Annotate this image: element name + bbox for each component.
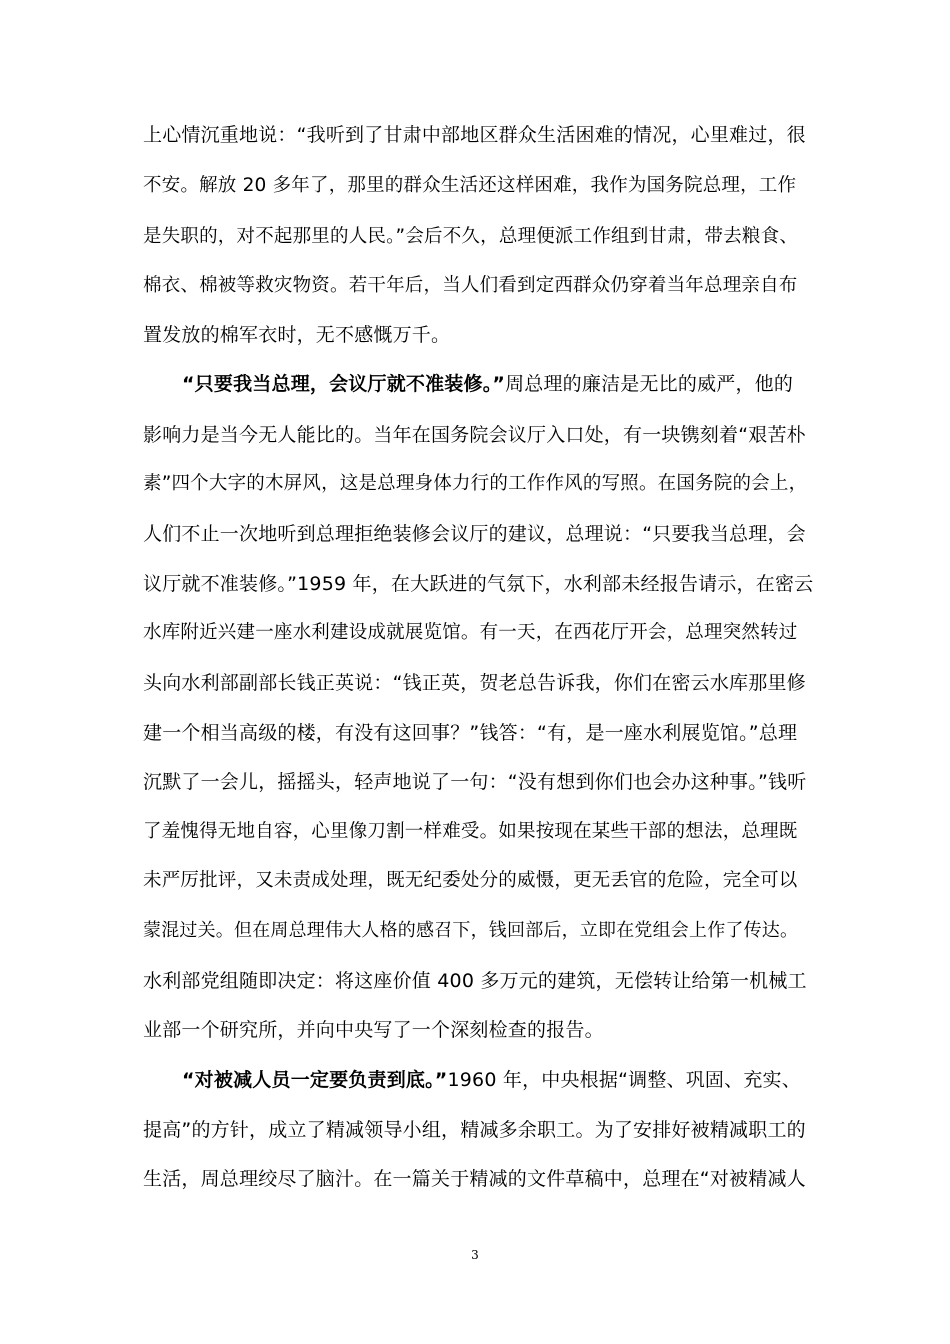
text-line: 是失职的，对不起那里的人民。”会后不久，总理便派工作组到甘肃，带去粮食、 (143, 226, 799, 247)
text-line: 人们不止一次地听到总理拒绝装修会议厅的建议，总理说：“只要我当总理，会 (143, 523, 806, 545)
text-line: 不安。解放 20 多年了，那里的群众生活还这样困难，我作为国务院总理，工作 (143, 175, 797, 196)
text-line: 提高”的方针，成立了精减领导小组，精减多余职工。为了安排好被精减职工的 (143, 1119, 806, 1141)
text-line: 建一个相当高级的楼，有没有这回事？”钱答：“有，是一座水利展览馆。”总理 (143, 722, 798, 744)
text-line: 水利部党组随即决定：将这座价值 400 多万元的建筑，无偿转让给第一机械工 (143, 970, 807, 992)
page-number: 3 (471, 1248, 479, 1262)
paragraph-heading: “只要我当总理，会议厅就不准装修。” (182, 373, 506, 395)
text-line: 素”四个大字的木屏风，这是总理身体力行的工作作风的写照。在国务院的会上， (143, 473, 808, 494)
text-line: 议厅就不准装修。”1959 年，在大跃进的气氛下，水利部未经报告请示，在密云 (143, 573, 814, 595)
text-line: 蒙混过关。但在周总理伟大人格的感召下，钱回部后，立即在党组会上作了传达。 (143, 920, 799, 941)
text-line: 上心情沉重地说：“我听到了甘肃中部地区群众生活困难的情况，心里难过，很 (143, 124, 806, 146)
text-line: 置发放的棉军衣时，无不感慨万千。 (143, 324, 451, 346)
text-line: 生活，周总理绞尽了脑汁。在一篇关于精减的文件草稿中，总理在“对被精减人 (143, 1168, 806, 1190)
text-line: 头向水利部副部长钱正英说：“钱正英，贺老总告诉我，你们在密云水库那里修 (143, 672, 806, 694)
text-line: 水库附近兴建一座水利建设成就展览馆。有一天，在西花厅开会，总理突然转过 (143, 622, 798, 643)
text-line: 了羞愧得无地自容，心里像刀割一样难受。如果按现在某些干部的想法，总理既 (143, 821, 798, 842)
paragraph-heading-line (182, 372, 813, 396)
text-line: 影响力是当今无人能比的。当年在国务院会议厅入口处，有一块镌刻着“艰苦朴 (143, 424, 806, 446)
text-line: 棉衣、棉被等救灾物资。若干年后，当人们看到定西群众仍穿着当年总理亲自布 (143, 275, 798, 296)
paragraph-heading: “对被减人员一定要负责到底。” (182, 1069, 448, 1091)
text-run: 周总理的廉洁是无比的威严，他的 (505, 373, 794, 395)
text-line: 业部一个研究所，并向中央写了一个深刻检查的报告。 (143, 1019, 604, 1041)
text-line: 未严厉批评，又未责成处理，既无纪委处分的威慑，更无丢官的危险，完全可以 (143, 870, 798, 891)
text-run: 1960 年，中央根据“调整、巩固、充实、 (447, 1069, 801, 1091)
paragraph-heading-line (182, 1068, 813, 1092)
text-line: 沉默了一会儿，摇摇头，轻声地说了一句：“没有想到你们也会办这种事。”钱听 (143, 771, 807, 793)
